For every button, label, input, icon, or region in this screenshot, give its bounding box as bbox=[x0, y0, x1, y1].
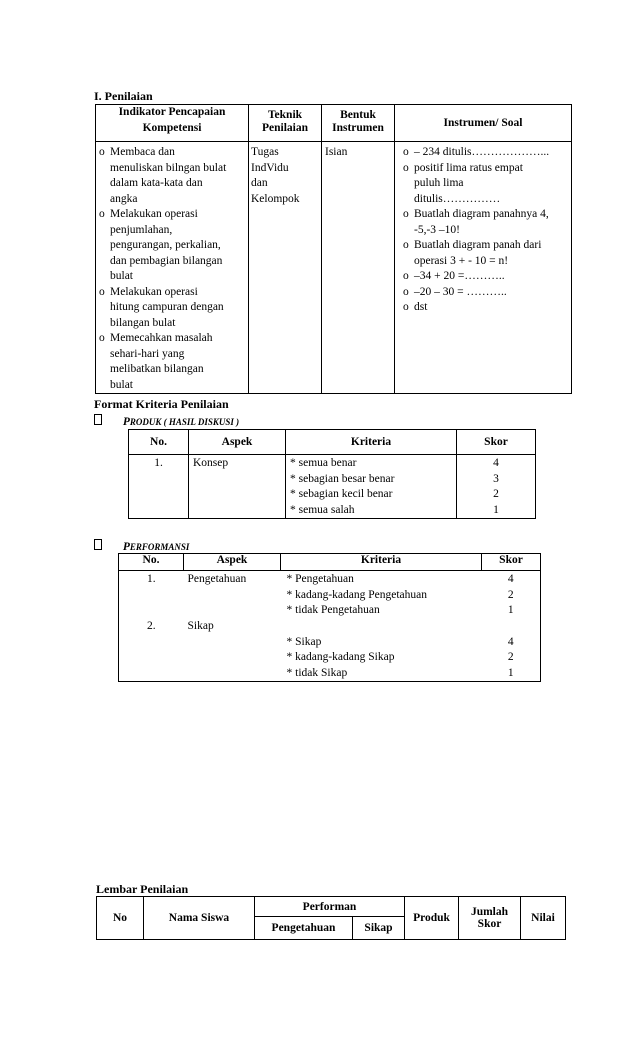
produk-header-aspek: Aspek bbox=[189, 430, 286, 455]
soal-cell bbox=[395, 142, 572, 394]
perf-kriteria-cell bbox=[281, 571, 482, 682]
teknik-text: dan bbox=[251, 177, 268, 189]
kriteria-text: * sebagian besar benar bbox=[290, 472, 395, 485]
produk-kriteria bbox=[286, 455, 457, 519]
indikator-text: bilangan bulat bbox=[110, 316, 176, 329]
indikator-text: hitung campuran dengan bbox=[110, 301, 224, 313]
teknik-text: IndVidu bbox=[251, 161, 289, 174]
indikator-text: bulat bbox=[110, 378, 133, 391]
header-bentuk-line1: Bentuk bbox=[340, 109, 376, 121]
indikator-item bbox=[99, 145, 248, 207]
skor-text: 4 bbox=[507, 573, 514, 585]
produk-title-rest: RODUK ( HASIL DISKUSI ) bbox=[129, 417, 240, 427]
spacer bbox=[287, 619, 482, 635]
lembar-header-jumlah-line1: Jumlah bbox=[470, 906, 509, 918]
lembar-header-nama: Nama Siswa bbox=[144, 897, 255, 940]
perf-no: 2. bbox=[146, 619, 156, 632]
produk-aspek: Konsep bbox=[189, 455, 286, 519]
header-indikator-line2: Kompetensi bbox=[142, 121, 202, 134]
perf-header-no: No. bbox=[119, 554, 184, 571]
produk-title-initial: P bbox=[122, 416, 130, 428]
teknik-text: Tugas bbox=[251, 146, 279, 158]
skor-text: 2 bbox=[493, 488, 499, 500]
skor-text: 1 bbox=[493, 503, 499, 516]
spacer bbox=[482, 619, 541, 635]
kriteria-text: * kadang-kadang Sikap bbox=[286, 651, 395, 663]
header-indikator bbox=[96, 105, 249, 142]
soal-text: ditulis…………… bbox=[414, 192, 501, 205]
kriteria-text: * kadang-kadang Pengetahuan bbox=[286, 588, 428, 601]
performansi-heading bbox=[94, 539, 189, 553]
indikator-text: sehari-hari yang bbox=[110, 347, 185, 360]
bullet-box-icon bbox=[94, 539, 102, 550]
bentuk-text: Isian bbox=[325, 146, 348, 158]
indikator-text: penjumlahan, bbox=[110, 223, 173, 236]
perf-aspek: Sikap bbox=[187, 619, 214, 632]
indikator-text: o Membaca dan bbox=[110, 146, 175, 158]
soal-text: puluh lima bbox=[414, 177, 464, 189]
performansi-table bbox=[118, 553, 541, 682]
indikator-text: o Melakukan operasi bbox=[110, 208, 198, 220]
lembar-header-produk: Produk bbox=[405, 897, 459, 940]
lembar-header-nilai: Nilai bbox=[521, 897, 566, 940]
soal-item bbox=[403, 161, 571, 208]
soal-item bbox=[403, 285, 571, 301]
teknik-text: Kelompok bbox=[251, 192, 300, 205]
kriteria-text: * semua salah bbox=[290, 503, 355, 516]
indikator-item bbox=[99, 285, 248, 332]
skor-text: 4 bbox=[507, 635, 514, 648]
soal-item bbox=[403, 145, 571, 161]
spacer bbox=[119, 588, 184, 619]
kriteria-text: * Pengetahuan bbox=[286, 573, 354, 585]
lembar-title: Lembar Penilaian bbox=[96, 882, 189, 896]
indikator-text: bulat bbox=[110, 270, 133, 282]
produk-table bbox=[128, 429, 536, 519]
header-instrumen: Instrumen/ Soal bbox=[395, 105, 572, 142]
performansi-title-initial: P bbox=[122, 541, 130, 553]
skor-text: 2 bbox=[507, 651, 514, 663]
perf-header-aspek: Aspek bbox=[184, 554, 281, 571]
indikator-text: pengurangan, perkalian, bbox=[110, 239, 221, 251]
indikator-item bbox=[99, 331, 248, 393]
performansi-title bbox=[123, 541, 190, 553]
soal-item bbox=[403, 207, 571, 238]
indikator-text: angka bbox=[110, 192, 138, 205]
header-teknik bbox=[249, 105, 322, 142]
soal-text: o dst bbox=[414, 301, 428, 313]
format-title: Format Kriteria Penilaian bbox=[94, 397, 229, 411]
kriteria-text: * semua benar bbox=[290, 457, 357, 469]
lembar-table bbox=[96, 896, 566, 940]
bullet-box-icon bbox=[94, 414, 102, 425]
soal-item bbox=[403, 300, 571, 316]
perf-header-row bbox=[119, 554, 541, 571]
penilaian-header-row bbox=[96, 105, 572, 142]
indikator-text: dalam kata-kata dan bbox=[110, 177, 203, 189]
soal-text: o –34 + 20 =……….. bbox=[414, 270, 505, 282]
header-teknik-line2: Penilaian bbox=[261, 122, 308, 134]
skor-text: 4 bbox=[493, 457, 499, 469]
skor-text: 1 bbox=[507, 666, 514, 679]
soal-text: o Buatlah diagram panah dari bbox=[414, 239, 542, 251]
soal-text: o –20 – 30 = ……….. bbox=[414, 285, 507, 298]
produk-no: 1. bbox=[129, 455, 189, 519]
produk-header-kriteria: Kriteria bbox=[286, 430, 457, 455]
produk-row bbox=[129, 455, 536, 519]
skor-text: 2 bbox=[507, 588, 514, 601]
penilaian-table bbox=[95, 104, 572, 394]
skor-text: 1 bbox=[507, 604, 514, 616]
soal-item bbox=[403, 269, 571, 285]
soal-item bbox=[403, 238, 571, 269]
perf-no-cell bbox=[119, 571, 184, 682]
bentuk-cell bbox=[322, 142, 395, 394]
perf-no: 1. bbox=[146, 573, 156, 585]
soal-text: o positif lima ratus empat bbox=[414, 161, 523, 174]
lembar-header-sikap: Sikap bbox=[353, 917, 405, 940]
produk-header-row bbox=[129, 430, 536, 455]
perf-skor-cell bbox=[482, 571, 541, 682]
header-indikator-line1: Indikator Pencapaian bbox=[118, 106, 226, 118]
indikator-text: o Memecahkan masalah bbox=[110, 332, 213, 344]
header-teknik-line1: Teknik bbox=[267, 109, 303, 121]
produk-title bbox=[123, 416, 239, 428]
kriteria-text: * tidak Pengetahuan bbox=[286, 604, 380, 616]
teknik-cell bbox=[249, 142, 322, 394]
indikator-text: menuliskan bilngan bulat bbox=[110, 161, 227, 174]
lembar-header-jumlah-line2: Skor bbox=[477, 918, 502, 930]
perf-header-kriteria: Kriteria bbox=[281, 554, 482, 571]
indikator-text: melibatkan bilangan bbox=[110, 363, 204, 375]
section-title: I. Penilaian bbox=[94, 89, 153, 103]
lembar-header-performan: Performan bbox=[255, 897, 405, 917]
lembar-header-jumlah bbox=[459, 897, 521, 940]
produk-header-no: No. bbox=[129, 430, 189, 455]
perf-header-skor: Skor bbox=[482, 554, 541, 571]
kriteria-text: * Sikap bbox=[286, 635, 322, 648]
soal-text: -5,-3 –10! bbox=[414, 223, 460, 236]
perf-aspek-cell bbox=[184, 571, 281, 682]
perf-aspek: Pengetahuan bbox=[187, 573, 247, 585]
indikator-text: o Melakukan operasi bbox=[110, 285, 198, 298]
lembar-header-no: No bbox=[97, 897, 144, 940]
spacer bbox=[188, 588, 281, 619]
perf-body-row bbox=[119, 571, 541, 682]
indikator-cell bbox=[96, 142, 249, 394]
kriteria-text: * sebagian kecil benar bbox=[290, 488, 393, 500]
produk-skor bbox=[457, 455, 536, 519]
soal-text: operasi 3 + - 10 = n! bbox=[414, 254, 509, 267]
header-bentuk bbox=[322, 105, 395, 142]
lembar-header-row1 bbox=[97, 897, 566, 917]
indikator-item bbox=[99, 207, 248, 285]
performansi-title-rest: ERFORMANSI bbox=[129, 542, 190, 552]
kriteria-text: * tidak Sikap bbox=[286, 666, 348, 679]
soal-text: o – 234 ditulis………………... bbox=[414, 146, 550, 158]
produk-heading bbox=[94, 414, 239, 428]
soal-text: o Buatlah diagram panahnya 4, bbox=[414, 208, 549, 220]
skor-text: 3 bbox=[493, 472, 499, 485]
penilaian-body-row bbox=[96, 142, 572, 394]
header-bentuk-line2: Instrumen bbox=[332, 122, 384, 134]
produk-header-skor: Skor bbox=[457, 430, 536, 455]
lembar-header-pengetahuan: Pengetahuan bbox=[255, 917, 353, 940]
indikator-text: dan pembagian bilangan bbox=[110, 254, 223, 267]
